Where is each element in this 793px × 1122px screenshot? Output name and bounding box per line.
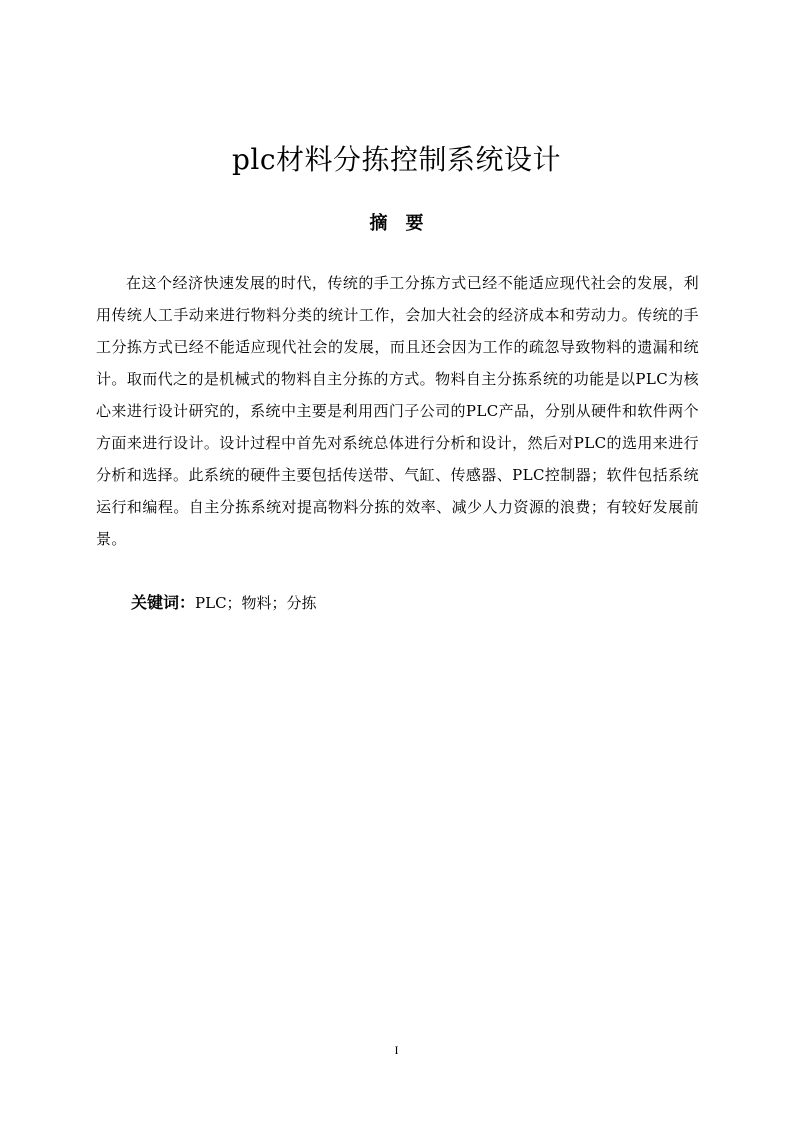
page-number: I xyxy=(394,1043,399,1057)
abstract-heading: 摘要 xyxy=(369,213,442,234)
keywords-line xyxy=(131,588,317,618)
document-title: plc材料分拣控制系统设计 xyxy=(231,143,562,176)
keywords-value: PLC；物料；分拣 xyxy=(195,594,317,612)
keywords-label: 关键词： xyxy=(131,593,196,612)
abstract-body: 在这个经济快速发展的时代，传统的手工分拣方式已经不能适应现代社会的发展，利用传统人工手动来进行物料分类的统计工作，会加大社会的经济成本和劳动力。传统的手工分拣方式已经不能适应现代社会的发展，而且还会因为工作的疏忽导致物料的遗漏和统计。取而代之的是机械式的物料自主分拣的方式。物料自主分拣系统的功能是以PLC为核心来进行设计研究的，系统中主要是利用西门子公司的PLC产品，分别从硬件和软件两个方面来进行设计。设计过程中首先对系统总体进行分析和设计，然后对PLC的选用来进行分析和选择。此系统的硬件主要包括传送带、气缸、传感器、PLC控制器；软件包括系统运行和编程。自主分拣系统对提高物料分拣的效率、减少人力资源的浪费；有较好发展前景。 xyxy=(96,274,699,548)
